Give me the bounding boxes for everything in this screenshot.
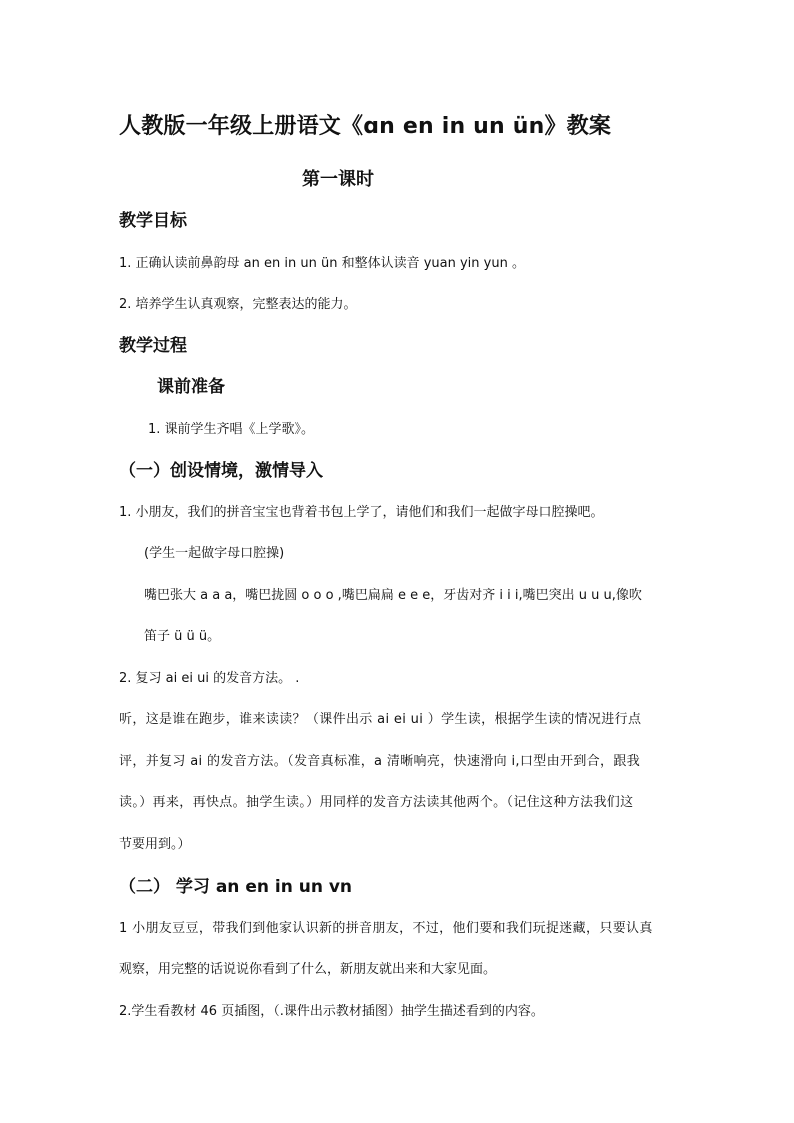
learning-paragraph-line: 2.学生看教材 46 页插图，（.课件出示教材插图）抽学生描述看到的内容。: [119, 1004, 544, 1019]
subheading-preparation: 课前准备: [157, 377, 225, 397]
section-heading-process: 教学过程: [119, 336, 187, 356]
intro-paragraph-line: 1. 小朋友，我们的拼音宝宝也背着书包上学了，请他们和我们一起做字母口腔操吧。: [119, 505, 604, 520]
intro-paragraph-line: 节要用到。）: [119, 837, 191, 852]
objective-item-2: 2. 培养学生认真观察，完整表达的能力。: [119, 297, 357, 312]
intro-paragraph-line: (学生一起做字母口腔操): [144, 546, 285, 561]
preparation-item-1: 1. 课前学生齐唱《上学歌》。: [148, 422, 315, 437]
intro-paragraph-line: 笛子 ü ü ü。: [144, 629, 221, 644]
document-title: 人教版一年级上册语文《ɑn en in un ün》教案: [119, 114, 612, 139]
section-heading-intro: （一）创设情境，激情导入: [119, 461, 323, 481]
learning-paragraph-line: 1 小朋友豆豆，带我们到他家认识新的拼音朋友，不过，他们要和我们玩捉迷藏，只要认真: [119, 921, 653, 936]
learning-paragraph-line: 观察，用完整的话说说你看到了什么，新朋友就出来和大家见面。: [119, 962, 497, 977]
intro-paragraph-line: 评，并复习 ai 的发音方法。（发音真标准，a 清晰响亮，快速滑向 i,口型由开到合，跟我: [119, 754, 641, 769]
intro-paragraph-line: 听，这是谁在跑步，谁来读读？（课件出示 ai ei ui ）学生读，根据学生读的情况进行点: [119, 712, 642, 727]
section-heading-objectives: 教学目标: [119, 211, 187, 231]
intro-paragraph-line: 2. 复习 ai ei ui 的发音方法。 .: [119, 671, 300, 686]
section-heading-learning: （二） 学习 an en in un vn: [119, 877, 353, 897]
objective-item-1: 1. 正确认读前鼻韵母 an en in un ün 和整体认读音 yuan yin yun 。: [119, 256, 525, 271]
intro-paragraph-line: 读。）再来，再快点。抽学生读。）用同样的发音方法读其他两个。（记住这种方法我们这: [119, 795, 634, 810]
lesson-subtitle: 第一课时: [302, 169, 374, 190]
intro-paragraph-line: 嘴巴张大 a a a，嘴巴拢圆 o o o ,嘴巴扁扁 e e e，牙齿对齐 i i i,嘴巴突出 u u u,像吹: [144, 588, 642, 603]
